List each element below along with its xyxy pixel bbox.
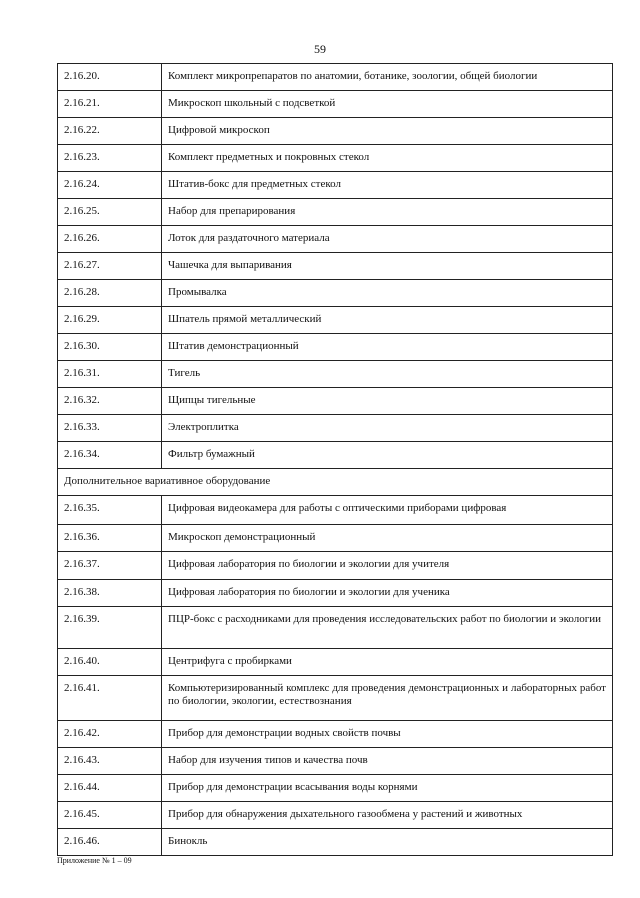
row-number: 2.16.24. [58,172,162,199]
table-row [58,580,613,607]
row-number: 2.16.34. [58,442,162,469]
row-name: Промывалка [162,280,613,307]
row-name: Штатив демонстрационный [162,334,613,361]
row-name: Микроскоп демонстрационный [162,525,613,552]
row-number: 2.16.21. [58,91,162,118]
row-number: 2.16.30. [58,334,162,361]
row-number: 2.16.20. [58,64,162,91]
row-number: 2.16.23. [58,145,162,172]
row-name: Штатив-бокс для предметных стекол [162,172,613,199]
page-footer: Приложение № 1 – 09 [57,856,132,865]
row-name: Центрифуга с пробирками [162,649,613,676]
row-name: Комплект предметных и покровных стекол [162,145,613,172]
row-name: Набор для изучения типов и качества почв [162,748,613,775]
row-number: 2.16.45. [58,802,162,829]
table-row [58,552,613,580]
table-row [58,307,613,334]
row-name: Прибор для демонстрации водных свойств почвы [162,721,613,748]
row-name: Прибор для демонстрации всасывания воды корнями [162,775,613,802]
row-number: 2.16.27. [58,253,162,280]
row-name: Тигель [162,361,613,388]
table-row [58,118,613,145]
row-name: Щипцы тигельные [162,388,613,415]
table-row [58,802,613,829]
equipment-table [57,63,613,856]
row-name: Лоток для раздаточного материала [162,226,613,253]
row-name: Цифровая лаборатория по биологии и экологии для ученика [162,580,613,607]
row-number: 2.16.32. [58,388,162,415]
table-row [58,829,613,856]
row-name: Цифровая лаборатория по биологии и экологии для учителя [162,552,613,580]
row-number: 2.16.39. [58,607,162,649]
table-row [58,280,613,307]
row-number: 2.16.46. [58,829,162,856]
row-name: Прибор для обнаружения дыхательного газообмена у растений и животных [162,802,613,829]
table-row [58,226,613,253]
table-row [58,721,613,748]
table-row [58,172,613,199]
table-row [58,496,613,525]
section-row [58,469,613,496]
row-name: Шпатель прямой металлический [162,307,613,334]
row-number: 2.16.43. [58,748,162,775]
table-row [58,525,613,552]
table-row [58,415,613,442]
table-row [58,334,613,361]
table-row [58,253,613,280]
row-number: 2.16.25. [58,199,162,226]
row-name: Чашечка для выпаривания [162,253,613,280]
row-number: 2.16.22. [58,118,162,145]
table-row [58,199,613,226]
table-row [58,361,613,388]
row-name: Бинокль [162,829,613,856]
row-name: Фильтр бумажный [162,442,613,469]
row-name: Набор для препарирования [162,199,613,226]
table-row [58,91,613,118]
table-row [58,649,613,676]
table-row [58,442,613,469]
row-number: 2.16.38. [58,580,162,607]
row-name: Цифровая видеокамера для работы с оптическими приборами цифровая [162,496,613,525]
row-number: 2.16.36. [58,525,162,552]
row-name: Цифровой микроскоп [162,118,613,145]
table-row [58,388,613,415]
table-row [58,64,613,91]
row-number: 2.16.42. [58,721,162,748]
row-number: 2.16.28. [58,280,162,307]
row-number: 2.16.41. [58,676,162,721]
row-number: 2.16.33. [58,415,162,442]
row-number: 2.16.26. [58,226,162,253]
page-number: 59 [314,42,326,56]
row-number: 2.16.31. [58,361,162,388]
row-number: 2.16.44. [58,775,162,802]
section-title: Дополнительное вариативное оборудование [58,469,613,496]
table-row [58,748,613,775]
row-name: ПЦР-бокс с расходниками для проведения исследовательских работ по биологии и экологии [162,607,613,649]
row-name: Электроплитка [162,415,613,442]
table-row [58,145,613,172]
table-row [58,607,613,649]
row-number: 2.16.40. [58,649,162,676]
table-row [58,775,613,802]
row-number: 2.16.35. [58,496,162,525]
row-number: 2.16.29. [58,307,162,334]
row-name: Комплект микропрепаратов по анатомии, ботанике, зоологии, общей биологии [162,64,613,91]
row-name: Микроскоп школьный с подсветкой [162,91,613,118]
row-name: Компьютеризированный комплекс для проведения демонстрационных и лабораторных работ по биологии, экологии, естествознания [162,676,613,721]
table-row [58,676,613,721]
row-number: 2.16.37. [58,552,162,580]
